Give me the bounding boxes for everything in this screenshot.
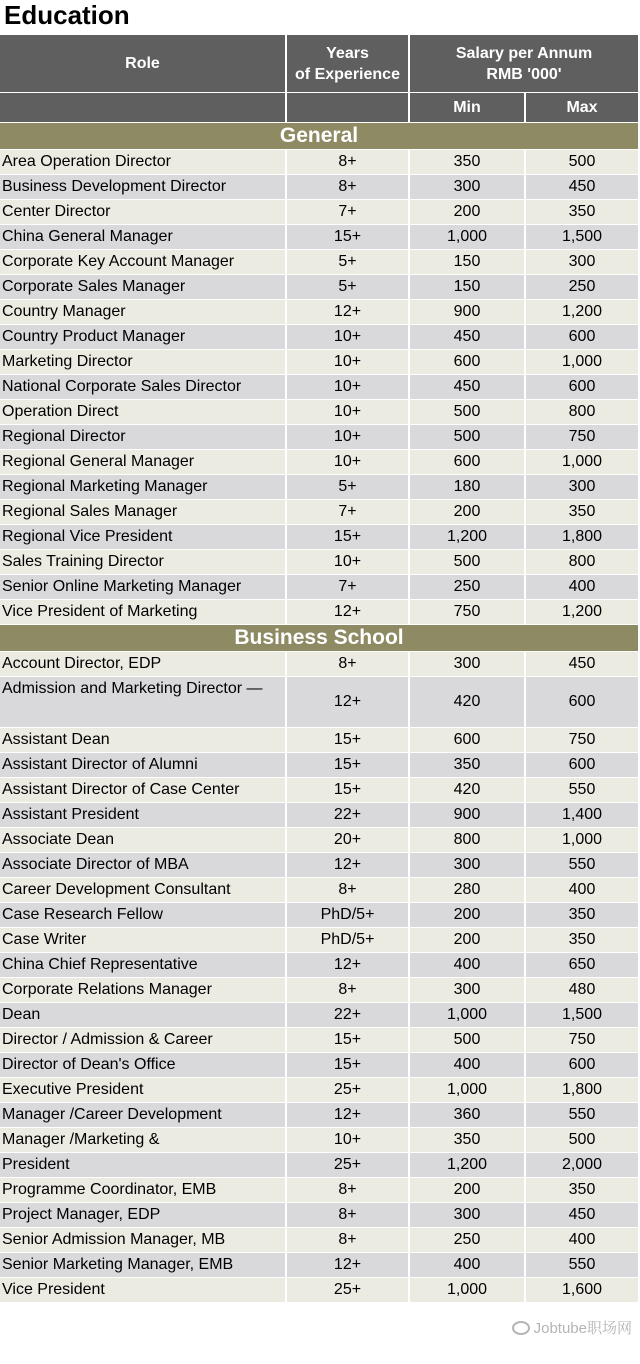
min-salary-cell: 1,000	[410, 1078, 524, 1102]
section-title: General	[0, 123, 638, 149]
table-row	[0, 1228, 638, 1252]
role-cell: Manager /Marketing &	[0, 1128, 285, 1152]
table-row	[0, 1153, 638, 1177]
max-salary-cell: 1,500	[526, 225, 638, 249]
min-salary-cell: 900	[410, 300, 524, 324]
table-row	[0, 575, 638, 599]
role-cell: Admission and Marketing Director —	[0, 677, 285, 727]
years-cell: 8+	[287, 175, 408, 199]
role-cell: Assistant Director of Case Center	[0, 778, 285, 802]
years-cell: 8+	[287, 1228, 408, 1252]
max-salary-cell: 400	[526, 1228, 638, 1252]
max-salary-cell: 2,000	[526, 1153, 638, 1177]
years-cell: 25+	[287, 1153, 408, 1177]
table-row	[0, 828, 638, 852]
table-row	[0, 928, 638, 952]
years-cell: 12+	[287, 953, 408, 977]
years-cell: 8+	[287, 1178, 408, 1202]
years-cell: 15+	[287, 1028, 408, 1052]
table-row	[0, 450, 638, 474]
role-cell: Assistant President	[0, 803, 285, 827]
years-cell: 25+	[287, 1278, 408, 1302]
max-salary-cell: 350	[526, 500, 638, 524]
role-cell: Operation Direct	[0, 400, 285, 424]
max-salary-cell: 550	[526, 853, 638, 877]
table-row	[0, 1078, 638, 1102]
years-cell: 12+	[287, 677, 408, 727]
max-salary-cell: 1,200	[526, 600, 638, 624]
min-salary-cell: 300	[410, 1203, 524, 1227]
min-salary-cell: 150	[410, 250, 524, 274]
table-row	[0, 1278, 638, 1302]
role-cell: Career Development Consultant	[0, 878, 285, 902]
years-cell: 5+	[287, 250, 408, 274]
min-salary-cell: 900	[410, 803, 524, 827]
role-header: Role	[0, 35, 285, 92]
min-salary-cell: 300	[410, 175, 524, 199]
min-salary-cell: 150	[410, 275, 524, 299]
min-salary-cell: 200	[410, 500, 524, 524]
table-row	[0, 778, 638, 802]
role-cell: Associate Dean	[0, 828, 285, 852]
max-salary-cell: 300	[526, 250, 638, 274]
years-cell: 8+	[287, 878, 408, 902]
role-cell: Regional General Manager	[0, 450, 285, 474]
section-title: Business School	[0, 625, 638, 651]
section-header-row	[0, 625, 638, 651]
years-cell: 10+	[287, 550, 408, 574]
table-row	[0, 600, 638, 624]
max-salary-cell: 800	[526, 550, 638, 574]
max-salary-cell: 1,000	[526, 350, 638, 374]
years-cell: 5+	[287, 275, 408, 299]
role-cell: Country Product Manager	[0, 325, 285, 349]
years-cell: 10+	[287, 1128, 408, 1152]
min-salary-cell: 250	[410, 575, 524, 599]
min-salary-cell: 200	[410, 200, 524, 224]
years-cell: 15+	[287, 728, 408, 752]
role-cell: Vice President	[0, 1278, 285, 1302]
table-row	[0, 350, 638, 374]
max-salary-cell: 500	[526, 1128, 638, 1152]
role-cell: Assistant Director of Alumni	[0, 753, 285, 777]
max-salary-cell: 1,000	[526, 450, 638, 474]
years-cell: 7+	[287, 575, 408, 599]
table-row	[0, 550, 638, 574]
role-cell: National Corporate Sales Director	[0, 375, 285, 399]
years-cell: 15+	[287, 225, 408, 249]
min-salary-cell: 1,000	[410, 1278, 524, 1302]
role-cell: Programme Coordinator, EMB	[0, 1178, 285, 1202]
years-cell: 10+	[287, 450, 408, 474]
max-salary-cell: 600	[526, 1053, 638, 1077]
years-cell: 8+	[287, 652, 408, 676]
min-header: Min	[410, 93, 524, 122]
years-cell: 7+	[287, 200, 408, 224]
table-row	[0, 175, 638, 199]
max-salary-cell: 600	[526, 677, 638, 727]
years-cell: 22+	[287, 1003, 408, 1027]
min-salary-cell: 300	[410, 652, 524, 676]
min-salary-cell: 300	[410, 853, 524, 877]
role-cell: Director of Dean's Office	[0, 1053, 285, 1077]
years-cell: 12+	[287, 600, 408, 624]
years-cell: 12+	[287, 1103, 408, 1127]
role-cell: Vice President of Marketing	[0, 600, 285, 624]
max-salary-cell: 650	[526, 953, 638, 977]
max-salary-cell: 1,400	[526, 803, 638, 827]
role-cell: Corporate Sales Manager	[0, 275, 285, 299]
max-salary-cell: 600	[526, 325, 638, 349]
role-cell: Case Writer	[0, 928, 285, 952]
min-salary-cell: 500	[410, 425, 524, 449]
role-cell: Case Research Fellow	[0, 903, 285, 927]
max-salary-cell: 1,600	[526, 1278, 638, 1302]
table-row	[0, 753, 638, 777]
role-cell: Regional Vice President	[0, 525, 285, 549]
min-salary-cell: 420	[410, 677, 524, 727]
role-cell: Country Manager	[0, 300, 285, 324]
table-row	[0, 500, 638, 524]
min-salary-cell: 250	[410, 1228, 524, 1252]
role-cell: Project Manager, EDP	[0, 1203, 285, 1227]
min-salary-cell: 200	[410, 1178, 524, 1202]
years-cell: 5+	[287, 475, 408, 499]
role-cell: Center Director	[0, 200, 285, 224]
years-cell: 12+	[287, 300, 408, 324]
page-title: Education	[4, 0, 130, 30]
table-row	[0, 1253, 638, 1277]
table-row	[0, 1103, 638, 1127]
max-salary-cell: 1,800	[526, 1078, 638, 1102]
max-salary-cell: 400	[526, 878, 638, 902]
min-salary-cell: 400	[410, 1053, 524, 1077]
min-salary-cell: 1,200	[410, 525, 524, 549]
table-row	[0, 1003, 638, 1027]
subheader-row	[0, 93, 638, 122]
section-header-row	[0, 123, 638, 149]
table-row	[0, 475, 638, 499]
years-cell: 10+	[287, 375, 408, 399]
header-row	[0, 35, 638, 92]
role-cell: President	[0, 1153, 285, 1177]
max-salary-cell: 300	[526, 475, 638, 499]
role-cell: Regional Marketing Manager	[0, 475, 285, 499]
role-cell: Associate Director of MBA	[0, 853, 285, 877]
table-row	[0, 325, 638, 349]
max-salary-cell: 550	[526, 1103, 638, 1127]
min-salary-cell: 1,000	[410, 225, 524, 249]
role-cell: Sales Training Director	[0, 550, 285, 574]
role-cell: Dean	[0, 1003, 285, 1027]
max-salary-cell: 350	[526, 903, 638, 927]
min-salary-cell: 500	[410, 400, 524, 424]
years-cell: 15+	[287, 1053, 408, 1077]
years-cell: 15+	[287, 753, 408, 777]
role-cell: Senior Online Marketing Manager	[0, 575, 285, 599]
table-row	[0, 1028, 638, 1052]
table-row	[0, 425, 638, 449]
max-header: Max	[526, 93, 638, 122]
salary-table-body	[0, 35, 638, 1302]
min-salary-cell: 450	[410, 375, 524, 399]
min-salary-cell: 350	[410, 1128, 524, 1152]
table-row	[0, 803, 638, 827]
table-row	[0, 225, 638, 249]
min-salary-cell: 400	[410, 953, 524, 977]
table-row	[0, 400, 638, 424]
salary-header: Salary per Annum RMB '000'	[410, 35, 638, 92]
table-row	[0, 300, 638, 324]
role-cell: Corporate Key Account Manager	[0, 250, 285, 274]
max-salary-cell: 800	[526, 400, 638, 424]
min-salary-cell: 800	[410, 828, 524, 852]
max-salary-cell: 350	[526, 200, 638, 224]
table-row	[0, 150, 638, 174]
table-row	[0, 200, 638, 224]
role-cell: Senior Admission Manager, MB	[0, 1228, 285, 1252]
max-salary-cell: 750	[526, 425, 638, 449]
role-cell: Senior Marketing Manager, EMB	[0, 1253, 285, 1277]
min-salary-cell: 1,200	[410, 1153, 524, 1177]
table-row	[0, 878, 638, 902]
max-salary-cell: 400	[526, 575, 638, 599]
min-salary-cell: 200	[410, 928, 524, 952]
years-cell: 12+	[287, 1253, 408, 1277]
years-cell: 12+	[287, 853, 408, 877]
table-row	[0, 275, 638, 299]
years-cell: PhD/5+	[287, 928, 408, 952]
table-row	[0, 1128, 638, 1152]
max-salary-cell: 1,000	[526, 828, 638, 852]
max-salary-cell: 1,500	[526, 1003, 638, 1027]
min-salary-cell: 600	[410, 350, 524, 374]
max-salary-cell: 450	[526, 652, 638, 676]
years-cell: 8+	[287, 150, 408, 174]
years-cell: 10+	[287, 350, 408, 374]
min-salary-cell: 1,000	[410, 1003, 524, 1027]
table-row	[0, 677, 638, 727]
max-salary-cell: 1,800	[526, 525, 638, 549]
min-salary-cell: 500	[410, 550, 524, 574]
max-salary-cell: 450	[526, 1203, 638, 1227]
years-cell: 15+	[287, 525, 408, 549]
watermark-text: Jobtube职场网	[533, 1320, 632, 1337]
years-cell: 10+	[287, 400, 408, 424]
table-row	[0, 250, 638, 274]
role-cell: Business Development Director	[0, 175, 285, 199]
role-cell: Regional Director	[0, 425, 285, 449]
max-salary-cell: 550	[526, 1253, 638, 1277]
max-salary-cell: 500	[526, 150, 638, 174]
role-cell: Regional Sales Manager	[0, 500, 285, 524]
years-cell: 20+	[287, 828, 408, 852]
years-cell: 8+	[287, 978, 408, 1002]
min-salary-cell: 600	[410, 450, 524, 474]
min-salary-cell: 350	[410, 150, 524, 174]
role-cell: China General Manager	[0, 225, 285, 249]
role-subheader-blank	[0, 93, 285, 122]
min-salary-cell: 200	[410, 903, 524, 927]
min-salary-cell: 400	[410, 1253, 524, 1277]
min-salary-cell: 300	[410, 978, 524, 1002]
salary-table	[0, 34, 640, 1303]
table-row	[0, 978, 638, 1002]
min-salary-cell: 750	[410, 600, 524, 624]
min-salary-cell: 420	[410, 778, 524, 802]
years-cell: 22+	[287, 803, 408, 827]
table-row	[0, 903, 638, 927]
years-cell: PhD/5+	[287, 903, 408, 927]
years-cell: 8+	[287, 1203, 408, 1227]
table-row	[0, 1178, 638, 1202]
max-salary-cell: 480	[526, 978, 638, 1002]
min-salary-cell: 500	[410, 1028, 524, 1052]
years-cell: 25+	[287, 1078, 408, 1102]
max-salary-cell: 350	[526, 928, 638, 952]
chat-bubble-icon	[512, 1321, 530, 1335]
max-salary-cell: 250	[526, 275, 638, 299]
min-salary-cell: 450	[410, 325, 524, 349]
table-row	[0, 1203, 638, 1227]
years-subheader-blank	[287, 93, 408, 122]
min-salary-cell: 350	[410, 753, 524, 777]
max-salary-cell: 600	[526, 375, 638, 399]
max-salary-cell: 450	[526, 175, 638, 199]
table-row	[0, 375, 638, 399]
max-salary-cell: 350	[526, 1178, 638, 1202]
role-cell: Corporate Relations Manager	[0, 978, 285, 1002]
max-salary-cell: 1,200	[526, 300, 638, 324]
min-salary-cell: 600	[410, 728, 524, 752]
years-header: Years of Experience	[287, 35, 408, 92]
role-cell: Manager /Career Development	[0, 1103, 285, 1127]
years-cell: 7+	[287, 500, 408, 524]
max-salary-cell: 750	[526, 1028, 638, 1052]
table-row	[0, 728, 638, 752]
table-row	[0, 525, 638, 549]
table-row	[0, 853, 638, 877]
watermark	[512, 1317, 632, 1338]
table-row	[0, 953, 638, 977]
min-salary-cell: 360	[410, 1103, 524, 1127]
min-salary-cell: 280	[410, 878, 524, 902]
role-cell: Assistant Dean	[0, 728, 285, 752]
role-cell: China Chief Representative	[0, 953, 285, 977]
years-cell: 10+	[287, 325, 408, 349]
years-cell: 15+	[287, 778, 408, 802]
role-cell: Account Director, EDP	[0, 652, 285, 676]
max-salary-cell: 550	[526, 778, 638, 802]
role-cell: Director / Admission & Career	[0, 1028, 285, 1052]
table-row	[0, 652, 638, 676]
min-salary-cell: 180	[410, 475, 524, 499]
table-row	[0, 1053, 638, 1077]
role-cell: Area Operation Director	[0, 150, 285, 174]
role-cell: Marketing Director	[0, 350, 285, 374]
max-salary-cell: 750	[526, 728, 638, 752]
role-cell: Executive President	[0, 1078, 285, 1102]
years-cell: 10+	[287, 425, 408, 449]
max-salary-cell: 600	[526, 753, 638, 777]
